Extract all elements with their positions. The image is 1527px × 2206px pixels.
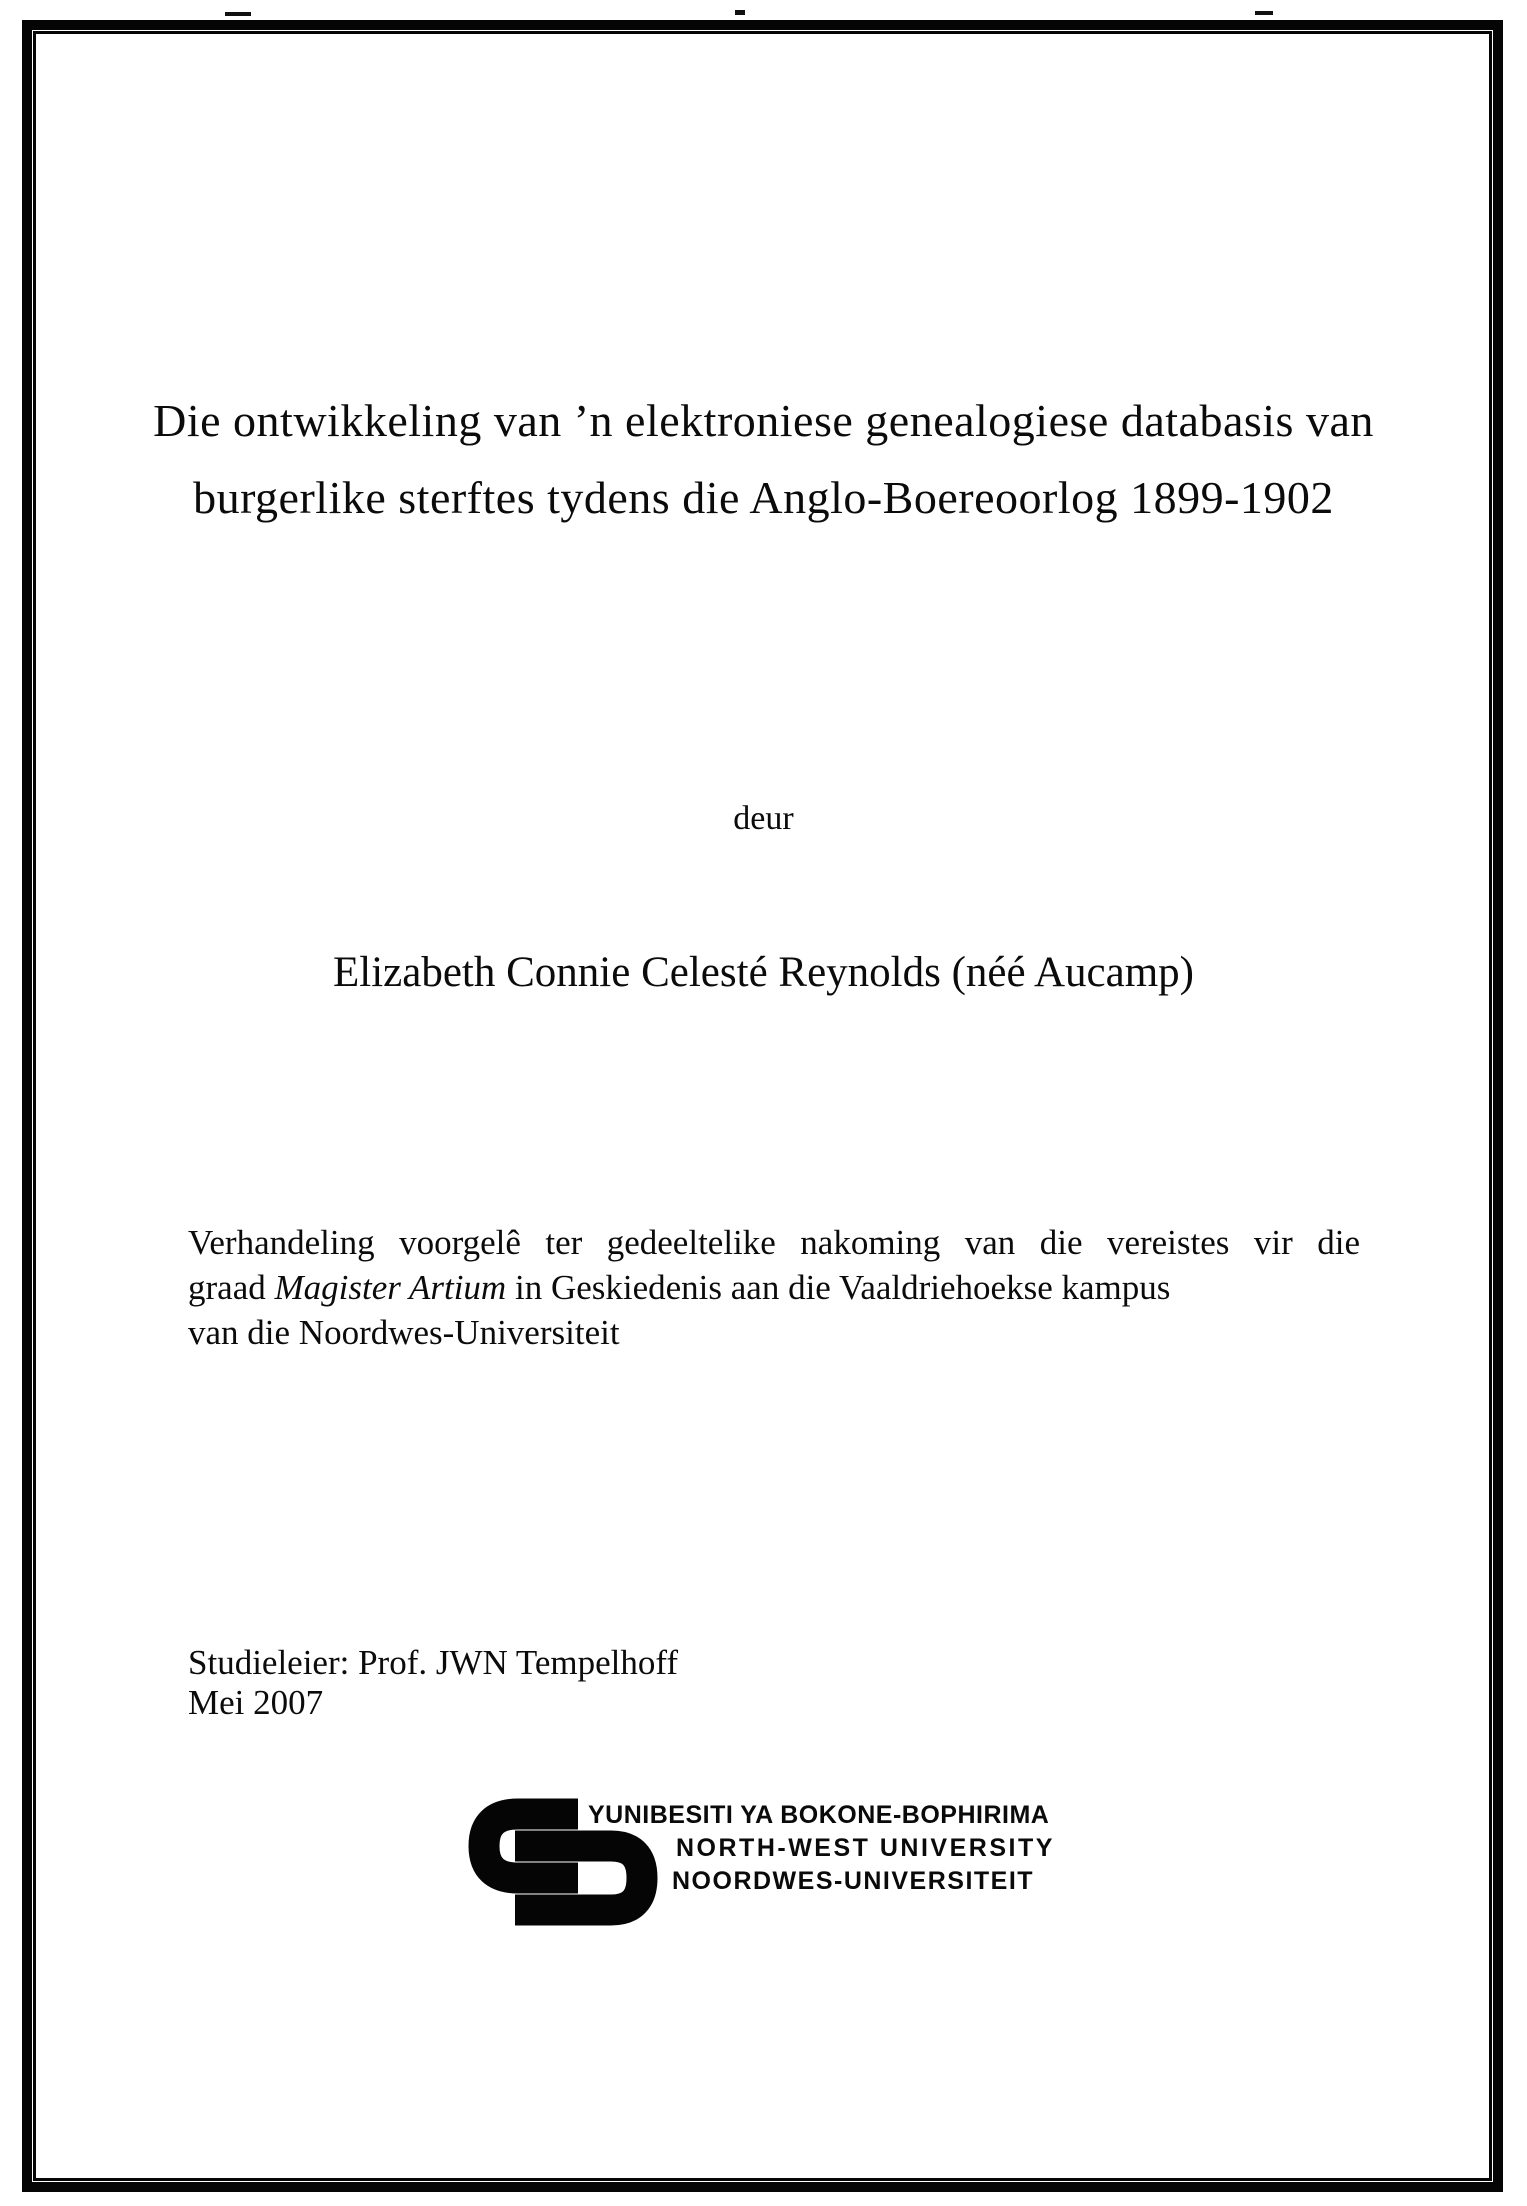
submission-line2-pre: graad [188,1268,275,1307]
thesis-title [64,382,1463,536]
scan-artifact [225,12,251,16]
byline-label: deur [733,800,794,837]
thesis-title-line2: burgerlike sterftes tydens die Anglo-Boereoorlog 1899-1902 [193,472,1334,523]
thesis-title-line1: Die ontwikkeling van ’n elektroniese genealogiese databasis van [153,395,1374,446]
logo-wordmark-english: NORTH-WEST UNIVERSITY [676,1834,1055,1862]
submission-line2-post: in Geskiedenis aan die Vaaldriehoekse kampus [506,1268,1171,1307]
degree-name: Magister Artium [274,1268,507,1307]
date-line: Mei 2007 [188,1683,324,1722]
scan-artifact [735,10,745,15]
author-name: Elizabeth Connie Celesté Reynolds (néé Aucamp) [333,949,1194,996]
submission-line2 [188,1265,1360,1310]
supervisor-line: Studieleier: Prof. JWN Tempelhoff [188,1643,679,1682]
submission-statement [188,1220,1360,1355]
submission-line1: Verhandeling voorgelê ter gedeeltelike nakoming van die vereistes vir die [188,1223,1360,1262]
colophon [188,1643,678,1723]
logo-wordmark-setswana: YUNIBESITI YA BOKONE-BOPHIRIMA [588,1801,1050,1829]
logo-wordmark-afrikaans: NOORDWES-UNIVERSITEIT [672,1867,1035,1895]
scan-artifact [1255,11,1273,15]
submission-line3: van die Noordwes-Universiteit [188,1313,620,1352]
